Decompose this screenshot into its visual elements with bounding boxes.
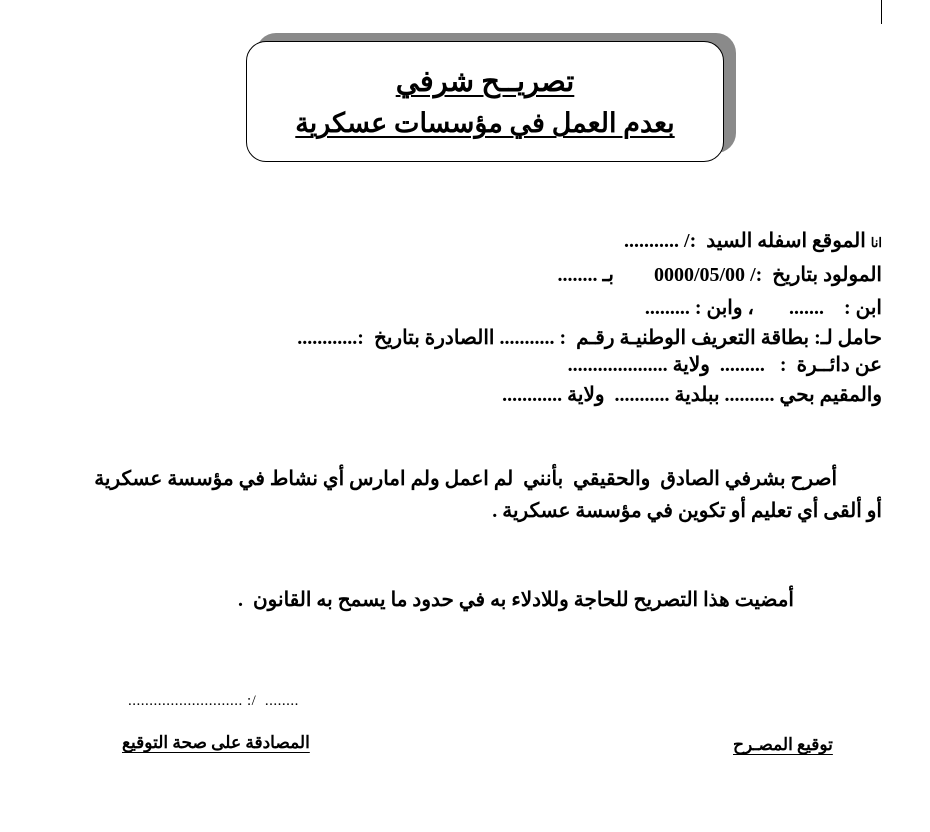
field-line-residence: والمقيم بحي .......... ببلدية ........... ولاية ............ — [502, 384, 882, 406]
document-title: تصريــح شرفي — [395, 66, 575, 98]
field-line-birth: المولود بتاريخ :/ 0000/05/00 بـ ........ — [557, 264, 882, 286]
field-line-district: عن دائــرة : ......... ولاية .................... — [567, 354, 882, 376]
closing-statement: أمضيت هذا التصريح للحاجة وللادلاء به في حدود ما يسمح به القانون . — [237, 589, 794, 611]
declaration-line-1: أصرح بشرفي الصادق والحقيقي بأنني لم اعمل ولم امارس أي نشاط في مؤسسة عسكرية — [94, 468, 882, 490]
document-subtitle: بعدم العمل في مؤسسات عسكرية — [295, 108, 675, 138]
declaration-line-2: أو ألقى أي تعليم أو تكوين في مؤسسة عسكرية . — [492, 500, 882, 522]
field-line-id-card: حامل لـ: بطاقة التعريف الوطنيـة رقـم : ........... االصادرة بتاريخ :............ — [297, 327, 882, 349]
field-line-signatory — [624, 230, 882, 254]
declarant-signature-label: توقيع المصـرح — [733, 735, 833, 754]
field-prefix: انا — [870, 235, 882, 250]
page-margin-marker — [881, 0, 882, 24]
field-line-parents: ابن : ....... ، وابن : ......... — [644, 297, 882, 319]
authentication-label: المصادقة على صحة التوقيع — [122, 733, 310, 752]
field-signatory-text: الموقع اسفله السيد :/ ........... — [624, 230, 871, 252]
signature-date-line: ........................... :/ ........ — [128, 693, 299, 709]
title-box — [246, 41, 724, 162]
